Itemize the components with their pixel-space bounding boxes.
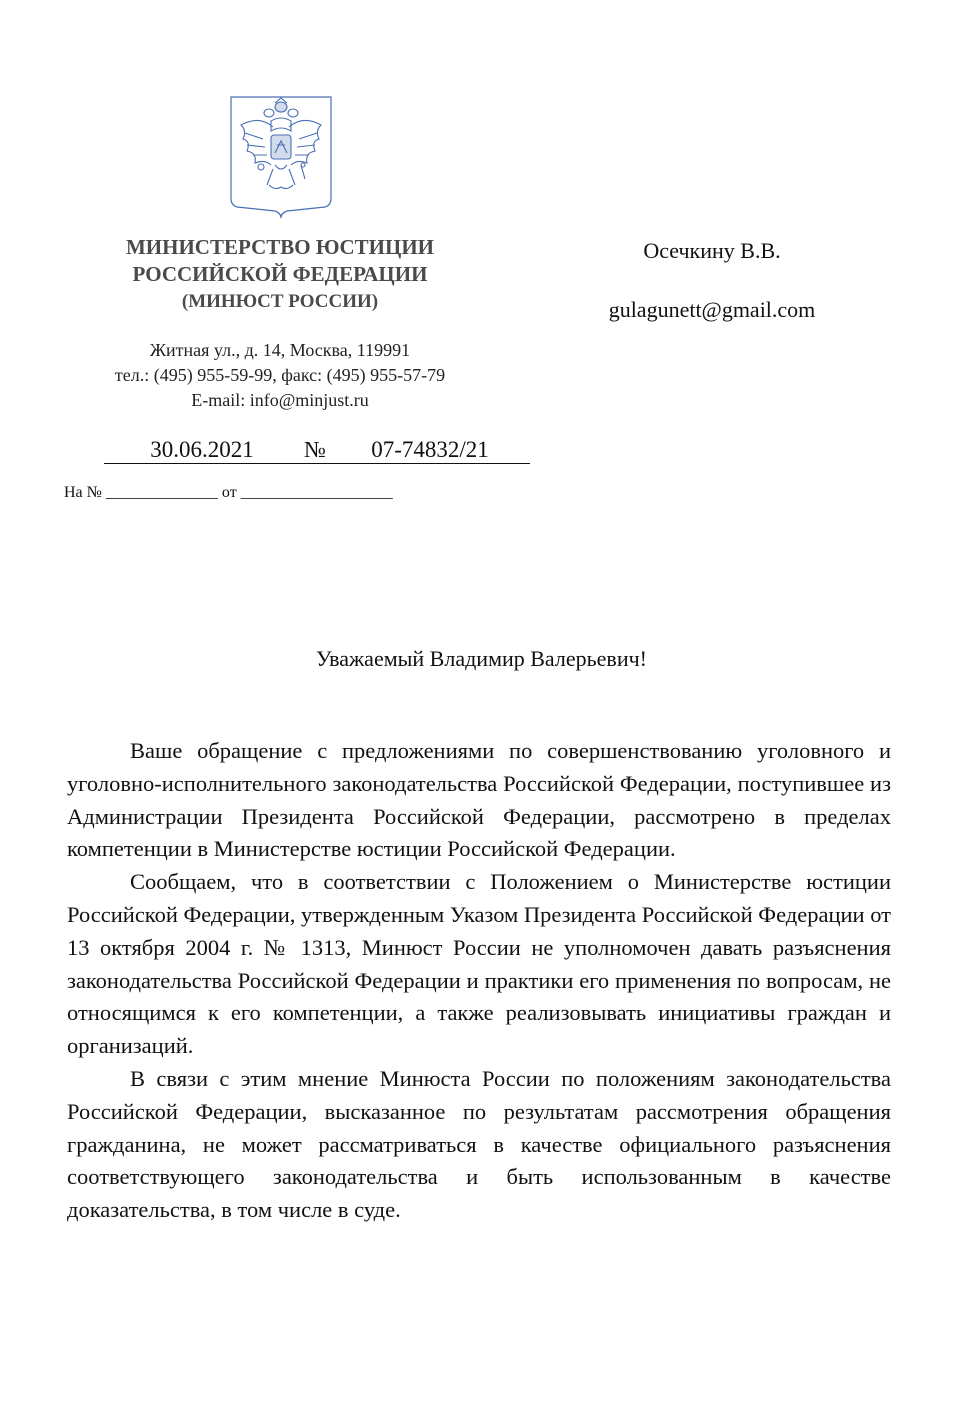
address-street: Житная ул., д. 14, Москва, 119991 <box>149 340 411 360</box>
paragraph: В связи с этим мнение Минюста России по положениям законодательства Российской Федерации, высказанное по результатам рассмотрения обращения гражданина, не может рассматриваться в качестве официального разъяснения соответствующего законодательства и быть использованным в качестве доказательства, в том числе в суде. <box>67 1065 891 1223</box>
paragraph: Сообщаем, что в соответствии с Положением о Министерстве юстиции Российской Федерации, утвержденным Указом Президента Российской Федерации от 13 октября 2004 г. № 1313, Минюст России не уполномочен давать разъяснения законодательства Российской Федерации и практики его применения по вопросам, не относящимся к его компетенции, а также реализовывать инициативы граждан и организаций. <box>67 869 891 1059</box>
ministry-abbreviation: (МИНЮСТ РОССИИ) <box>181 291 379 312</box>
registration-number-sign: № <box>300 436 330 464</box>
recipient-name: Осечкину В.В. <box>643 238 781 263</box>
ministry-name <box>80 234 480 315</box>
registration-line <box>104 436 530 466</box>
ministry-address <box>70 338 490 413</box>
registration-date: 30.06.2021 <box>104 436 300 464</box>
paragraph: Ваше обращение с предложениями по совершенствованию уголовного и уголовно-исполнительного законодательства Российской Федерации, поступившее из Администрации Президента Российской Федерации, рассмотрено в пределах компетенции в Министерстве юстиции Российской Федерации. <box>67 738 891 862</box>
salutation: Уважаемый Владимир Валерьевич! <box>316 646 647 671</box>
recipient-email: gulagunett@gmail.com <box>608 297 816 322</box>
coat-of-arms-icon <box>229 95 333 219</box>
ministry-name-line2: РОССИЙСКОЙ ФЕДЕРАЦИИ <box>132 262 428 286</box>
letter-body <box>67 735 891 1227</box>
address-phone-fax: тел.: (495) 955-59-99, факс: (495) 955-57-79 <box>114 365 446 385</box>
address-email: E-mail: info@minjust.ru <box>191 390 369 410</box>
ministry-name-line1: МИНИСТЕРСТВО ЮСТИЦИИ <box>125 235 434 259</box>
reference-line: На № ______________ от ___________________ <box>64 484 393 501</box>
registration-number: 07-74832/21 <box>330 436 530 464</box>
